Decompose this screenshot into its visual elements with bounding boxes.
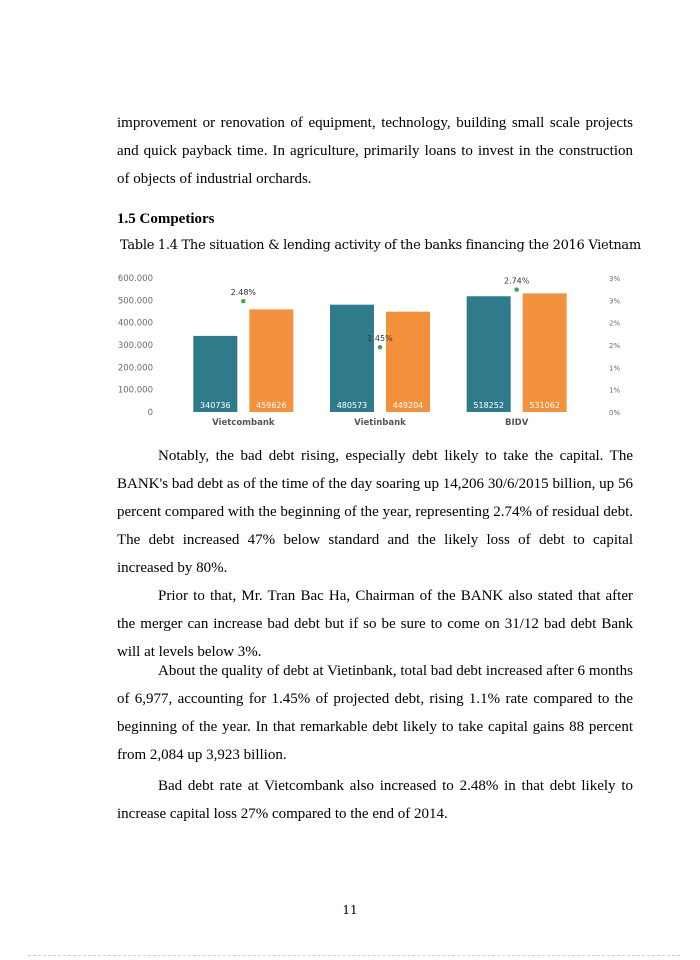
- left-axis-tick: 200.000: [117, 363, 153, 374]
- table-caption: Table 1.4 The situation & lending activity of the banks financing the 2016 Vietnam: [120, 238, 641, 253]
- footer-divider: [28, 955, 680, 956]
- right-axis-tick: 2%: [609, 342, 621, 350]
- bar-value-label: 531062: [529, 401, 560, 410]
- paragraph-chairman: Prior to that, Mr. Tran Bac Ha, Chairman of the BANK also stated that after the merger can increase bad debt but if so be sure to come on 31/12 bad debt Bank will at levels below 3%.: [117, 588, 633, 660]
- ratio-marker: [514, 287, 518, 291]
- ratio-label: 2.74%: [503, 276, 530, 286]
- paragraph-bad-debt: Notably, the bad debt rising, especially debt likely to take the capital. The BANK's bad debt as of the time of the day soaring up 14,206 30/6/2015 billion, up 56 percent compared with the beginning of the year, representing 2.74% of residual debt. The debt increased 47% below standard and the likely loss of debt to capital increased by 80%.: [117, 448, 633, 576]
- bar-value-label: 459626: [256, 401, 287, 410]
- right-axis-tick: 2%: [609, 319, 621, 328]
- left-axis-tick: 300.000: [117, 341, 153, 351]
- ratio-label: 1.45%: [367, 334, 393, 344]
- right-axis-tick: 1%: [609, 386, 621, 395]
- right-axis-tick: 3%: [609, 275, 621, 283]
- right-axis-tick: 1%: [609, 364, 621, 373]
- bar-bidv-series-1: [467, 296, 511, 412]
- bar-vietcombank-series-2: [249, 309, 293, 412]
- paragraph-vietinbank: About the quality of debt at Vietinbank, total bad debt increased after 6 months of 6,977, accounting for 1.45% of projected debt, rising 1.1% rate compared to the beginning of the year. In that remarkable debt likely to take capital gains 88 percent from 2,084 up 3,923 billion.: [117, 663, 633, 763]
- page-number: 11: [342, 903, 358, 917]
- bar-value-label: 518252: [473, 401, 504, 410]
- section-heading: 1.5 Competiors: [117, 211, 215, 227]
- left-axis-tick: 400.000: [117, 318, 153, 329]
- category-label: BIDV: [505, 418, 529, 428]
- left-axis-tick: 600.000: [117, 274, 153, 284]
- bar-bidv-series-2: [523, 293, 567, 412]
- category-label: Vietcombank: [212, 418, 275, 428]
- bar-value-label: 340736: [200, 401, 231, 410]
- right-axis-tick: 0%: [609, 409, 621, 417]
- paragraph-vietcombank: Bad debt rate at Vietcombank also increased to 2.48% in that debt likely to increase capital loss 27% compared to the end of 2014.: [117, 778, 633, 822]
- bar-chart: [115, 266, 635, 436]
- left-axis-tick: 0: [147, 408, 153, 418]
- bar-value-label: 449204: [392, 401, 424, 410]
- ratio-marker: [241, 299, 245, 303]
- ratio-marker: [378, 345, 382, 349]
- right-axis-tick: 3%: [609, 297, 621, 306]
- left-axis-tick: 100.000: [117, 385, 153, 396]
- bar-vietinbank-series-2: [386, 312, 430, 412]
- paragraph-intro: improvement or renovation of equipment, technology, building small scale projects and quick payback time. In agriculture, primarily loans to invest in the construction of objects of industrial orchards.: [117, 115, 633, 187]
- category-label: Vietinbank: [354, 418, 406, 428]
- ratio-label: 2.48%: [230, 288, 257, 298]
- left-axis-tick: 500.000: [117, 296, 153, 307]
- bar-vietinbank-series-1: [330, 305, 374, 412]
- bar-value-label: 480573: [336, 401, 368, 410]
